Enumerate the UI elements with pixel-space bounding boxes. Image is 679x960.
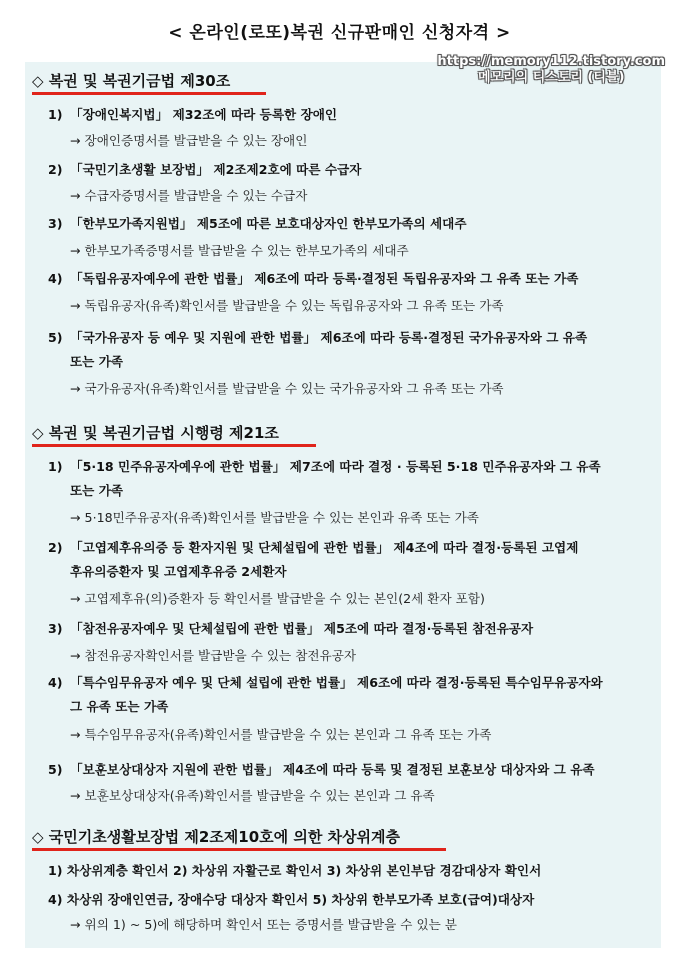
list-item: 5) 「국가유공자 등 예우 및 지원에 관한 법률」 제6조에 따라 등록·결정된 국가유공자와 그 유족 또는 가족 bbox=[48, 330, 588, 369]
section-heading-lottery-decree-21: ◇ 복권 및 복권기금법 시행령 제21조 bbox=[32, 422, 279, 443]
list-item-note: → 국가유공자(유족)확인서를 발급받을 수 있는 국가유공자와 그 유족 또는 가족 bbox=[70, 381, 504, 396]
list-item: 1) 「5·18 민주유공자예우에 관한 법률」 제7조에 따라 결정 · 등록된 5·18 민주유공자와 그 유족 또는 가족 bbox=[48, 459, 601, 498]
section-heading-near-poverty: ◇ 국민기초생활보장법 제2조제10호에 의한 차상위계층 bbox=[32, 826, 400, 847]
blog-watermark bbox=[437, 54, 665, 86]
list-item-note: → 특수임무유공자(유족)확인서를 발급받을 수 있는 본인과 그 유족 또는 가족 bbox=[70, 727, 492, 742]
list-item-note: → 5·18민주유공자(유족)확인서를 발급받을 수 있는 본인과 유족 또는 가족 bbox=[70, 510, 479, 525]
list-item-note: → 한부모가족증명서를 발급받을 수 있는 한부모가족의 세대주 bbox=[70, 243, 409, 258]
list-item-note: → 참전유공자확인서를 발급받을 수 있는 참전유공자 bbox=[70, 648, 357, 663]
list-item-note: → 위의 1) ~ 5)에 해당하며 확인서 또는 증명서를 발급받을 수 있는 분 bbox=[70, 917, 457, 932]
page-title: < 온라인(로또)복권 신규판매인 신청자격 > bbox=[168, 23, 511, 43]
watermark-url: https://memory112.tistory.com bbox=[437, 54, 665, 69]
list-item-note: → 독립유공자(유족)확인서를 발급받을 수 있는 독립유공자와 그 유족 또는 가족 bbox=[70, 298, 504, 313]
list-item: 4) 「특수임무유공자 예우 및 단체 설립에 관한 법률」 제6조에 따라 결정·등록된 특수임무유공자와 그 유족 또는 가족 bbox=[48, 675, 603, 714]
list-item: 2) 「고엽제후유의증 등 환자지원 및 단체설립에 관한 법률」 제4조에 따라 결정·등록된 고엽제 후유의증환자 및 고엽제후유증 2세환자 bbox=[48, 540, 579, 579]
list-item-note: → 수급자증명서를 발급받을 수 있는 수급자 bbox=[70, 188, 308, 203]
list-item: 3) 「한부모가족지원법」 제5조에 따른 보호대상자인 한부모가족의 세대주 bbox=[48, 216, 467, 231]
list-item: 5) 「보훈보상대상자 지원에 관한 법률」 제4조에 따라 등록 및 결정된 보훈보상 대상자와 그 유족 bbox=[48, 762, 595, 777]
list-item: 1) 「장애인복지법」 제32조에 따라 등록한 장애인 bbox=[48, 107, 338, 122]
heading-underline bbox=[32, 444, 316, 447]
certificate-line: 1) 차상위계층 확인서 2) 차상위 자활근로 확인서 3) 차상위 본인부담 경감대상자 확인서 bbox=[48, 863, 542, 878]
watermark-blog-name: 메모리의 티스토리 (티블) bbox=[477, 70, 625, 85]
list-item: 3) 「참전유공자예우 및 단체설립에 관한 법률」 제5조에 따라 결정·등록된 참전유공자 bbox=[48, 621, 534, 636]
list-item: 4) 「독립유공자예우에 관한 법률」 제6조에 따라 등록·결정된 독립유공자와 그 유족 또는 가족 bbox=[48, 271, 579, 286]
list-item-note: → 보훈보상대상자(유족)확인서를 발급받을 수 있는 본인과 그 유족 bbox=[70, 788, 435, 803]
heading-underline bbox=[32, 92, 266, 95]
section-heading-lottery-act-30: ◇ 복권 및 복권기금법 제30조 bbox=[32, 70, 230, 91]
list-item-note: → 고엽제후유(의)증환자 등 확인서를 발급받을 수 있는 본인(2세 환자 포함) bbox=[70, 591, 485, 606]
heading-underline bbox=[32, 848, 446, 851]
certificate-line: 4) 차상위 장애인연금, 장애수당 대상자 확인서 5) 차상위 한부모가족 보호(급여)대상자 bbox=[48, 892, 535, 907]
list-item: 2) 「국민기초생활 보장법」 제2조제2호에 따른 수급자 bbox=[48, 162, 362, 177]
list-item-note: → 장애인증명서를 발급받을 수 있는 장애인 bbox=[70, 133, 308, 148]
